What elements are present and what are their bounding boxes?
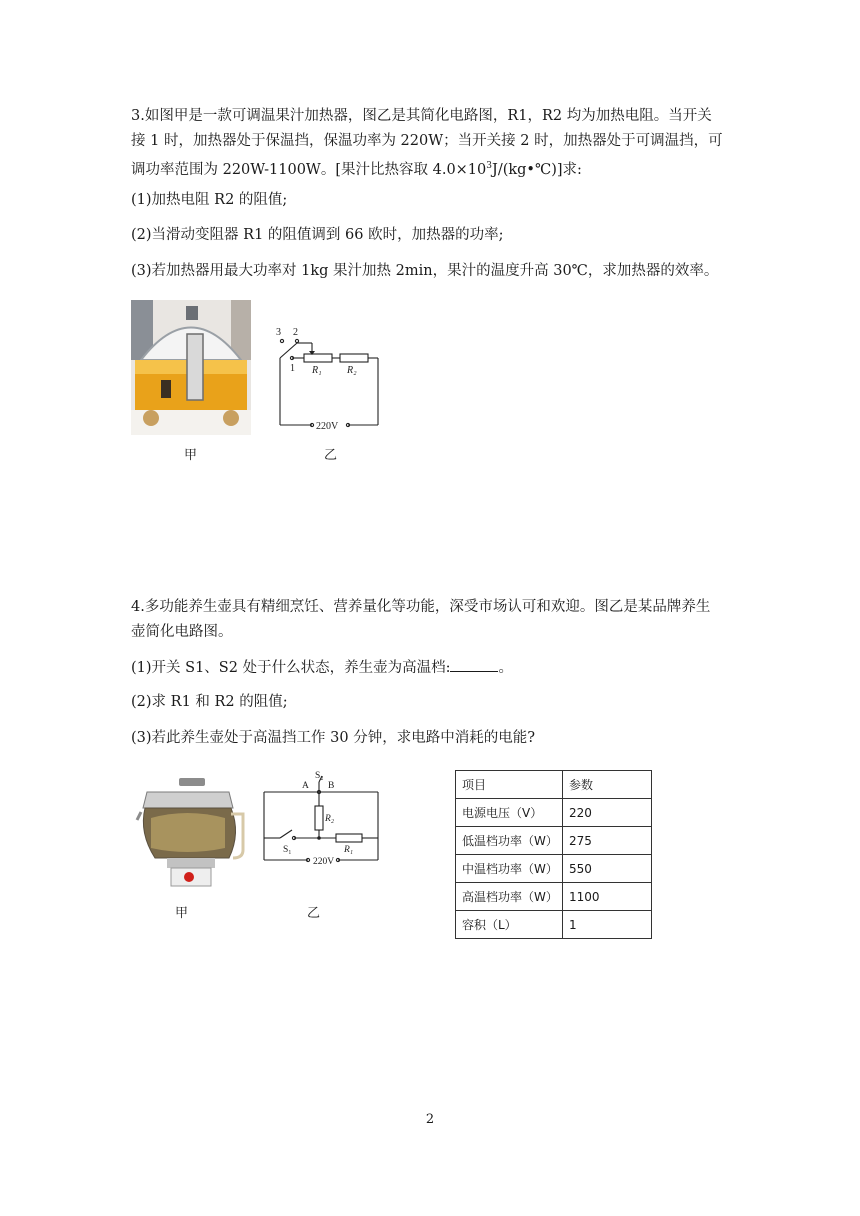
q4-r2-label: R₂ xyxy=(325,814,335,824)
q3-line-1: 3.如图甲是一款可调温果汁加热器，图乙是其简化电路图，R1，R2 均为加热电阻。当开关 xyxy=(131,108,712,124)
q3-circuit-diagram xyxy=(270,320,390,435)
q3-sub-1: (1)加热电阻 R2 的阻值; xyxy=(131,192,288,208)
q3-line-2: 接 1 时，加热器处于保温挡，保温功率为 220W；当开关接 2 时，加热器处于可调温挡，可 xyxy=(131,133,723,149)
q4-sub-3: (3)若此养生壶处于高温挡工作 30 分钟，求电路中消耗的电能? xyxy=(131,730,535,746)
q4-sub-1 xyxy=(131,657,513,678)
parameter-table xyxy=(455,770,652,939)
table-header-row xyxy=(456,771,652,799)
q4-node-b: B xyxy=(328,781,335,791)
table-cell: 1100 xyxy=(563,883,652,911)
q3-r1-label: R₁ xyxy=(312,365,322,376)
table-row xyxy=(456,855,652,883)
table-cell: 220 xyxy=(563,799,652,827)
q3-terminal-2: 2 xyxy=(293,327,298,338)
q4-node-a: A xyxy=(302,781,309,791)
table-row xyxy=(456,799,652,827)
table-cell: 中温档功率（W） xyxy=(456,855,563,883)
q4-sub-2: (2)求 R1 和 R2 的阻值; xyxy=(131,694,288,710)
q3-exponent: 3 xyxy=(486,161,492,171)
table-header-cell: 参数 xyxy=(563,771,652,799)
health-pot-image xyxy=(137,778,247,893)
table-cell: 1 xyxy=(563,911,652,939)
q3-sub-3: (3)若加热器用最大功率对 1kg 果汁加热 2min，果汁的温度升高 30℃，求加热器的效率。 xyxy=(131,263,719,279)
q3-line-3a: 调功率范围为 220W-1100W。[果汁比热容取 4.0×10 xyxy=(131,161,487,178)
table-cell: 容积（L） xyxy=(456,911,563,939)
q4-sub-1-text: (1)开关 S1、S2 处于什么状态，养生壶为高温档: xyxy=(131,660,451,676)
q3-caption-jia: 甲 xyxy=(184,448,198,463)
table-cell: 550 xyxy=(563,855,652,883)
q4-voltage-label: 220V xyxy=(313,857,335,867)
q4-line-1: 4.多功能养生壶具有精细烹饪、营养量化等功能，深受市场认可和欢迎。图乙是某品牌养生 xyxy=(131,599,711,615)
q4-circuit-diagram xyxy=(258,770,388,870)
table-row xyxy=(456,911,652,939)
q4-s1-label: S₁ xyxy=(283,845,292,855)
table-row xyxy=(456,827,652,855)
table-header-cell: 项目 xyxy=(456,771,563,799)
q4-r1-label: R₁ xyxy=(344,845,354,855)
q3-sub-2: (2)当滑动变阻器 R1 的阻值调到 66 欧时，加热器的功率; xyxy=(131,227,504,243)
table-cell: 高温档功率（W） xyxy=(456,883,563,911)
q3-voltage-label: 220V xyxy=(316,421,339,432)
page-number: 2 xyxy=(425,1112,435,1127)
table-row xyxy=(456,883,652,911)
q3-r2-label: R₂ xyxy=(347,365,357,376)
table-cell: 低温档功率（W） xyxy=(456,827,563,855)
q4-line-2: 壶简化电路图。 xyxy=(131,624,233,640)
table-cell: 275 xyxy=(563,827,652,855)
q4-answer-blank[interactable] xyxy=(450,657,498,672)
q3-terminal-1: 1 xyxy=(290,363,295,374)
q3-line-3b: J/(kg•℃)]求: xyxy=(492,161,582,178)
q4-sub-1-end: 。 xyxy=(498,660,513,676)
q4-s2-label: S₂ xyxy=(315,771,324,781)
q4-caption-jia: 甲 xyxy=(175,906,189,921)
q3-line-3 xyxy=(131,156,582,180)
table-cell: 电源电压（V） xyxy=(456,799,563,827)
q3-terminal-3: 3 xyxy=(276,327,281,338)
q4-caption-yi: 乙 xyxy=(307,906,321,921)
q3-caption-yi: 乙 xyxy=(324,448,338,463)
juice-heater-image xyxy=(131,300,251,435)
